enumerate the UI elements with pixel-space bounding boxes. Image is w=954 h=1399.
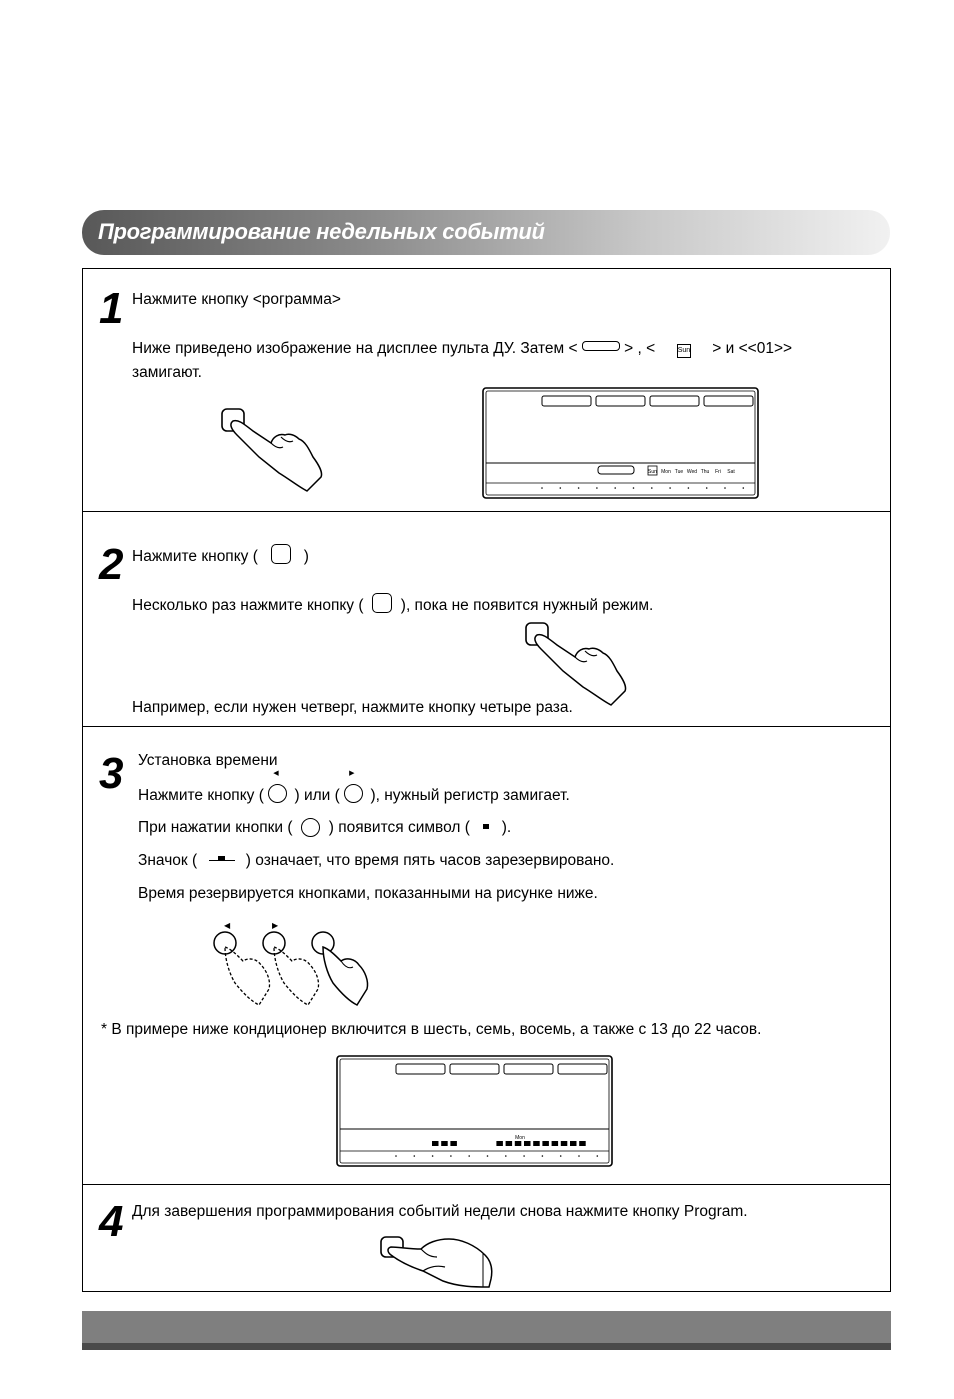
hour-tick — [395, 1155, 397, 1157]
right-button-icon — [344, 784, 363, 803]
section-title: Программирование недельных событий — [98, 219, 545, 244]
display1-day-wed: Wed — [686, 469, 698, 475]
hour-tick — [688, 487, 690, 489]
hour-tick — [542, 1155, 544, 1157]
hour-tick — [743, 487, 745, 489]
hour-tick — [450, 1155, 452, 1157]
hand-press-icon-4 — [379, 1235, 499, 1290]
step2-instruction: Нажмите кнопку ( ) — [132, 544, 309, 567]
hour-tick — [432, 1155, 434, 1157]
hour-tick — [651, 487, 653, 489]
step2-description: Несколько раз нажмите кнопку ( ), пока не появится нужный режим. — [132, 593, 653, 616]
hour-tick — [541, 487, 543, 489]
hour-tick — [724, 487, 726, 489]
step-number-1: 1 — [99, 284, 124, 333]
step2-example: Например, если нужен четверг, нажмите кнопку четыре раза. — [132, 699, 573, 716]
hour-tick — [633, 487, 635, 489]
reserved-hour-mark — [533, 1141, 540, 1146]
remote-display-1 — [482, 387, 759, 499]
reserved-hour-mark — [432, 1141, 439, 1146]
hour-tick — [597, 1155, 599, 1157]
reserved-hour-mark — [506, 1141, 512, 1146]
reserved-hour-mark — [552, 1141, 559, 1146]
hour-tick — [669, 487, 671, 489]
reserved-hour-mark — [524, 1141, 531, 1146]
step3-mark-desc: Значок ( ) означает, что время пять часов зарезервировано. — [138, 852, 615, 869]
divider-3 — [83, 1184, 890, 1185]
display1-day-tue: Tue — [674, 469, 684, 475]
reserved-hour-mark — [561, 1141, 568, 1146]
reserved-hour-mark — [570, 1141, 577, 1146]
reserve-mark-icon — [483, 824, 489, 829]
display1-sun-label: Sun — [648, 469, 657, 475]
left-button-icon — [268, 784, 287, 803]
hour-tick — [560, 487, 562, 489]
set-button-icon — [301, 818, 320, 837]
display1-day-thu: Thu — [700, 469, 710, 475]
display2-day-label: Mon — [515, 1135, 525, 1141]
display1-day-sat: Sat — [727, 469, 735, 475]
reserved-hour-mark — [450, 1141, 457, 1146]
hour-tick — [614, 487, 616, 489]
step3-note: * В примере ниже кондиционер включится в шесть, семь, восемь, а также с 13 до 22 часов. — [101, 1021, 762, 1038]
right-arrow-icon-2: ▶ — [272, 921, 279, 930]
reserved-hour-mark — [579, 1141, 586, 1146]
step1-instruction: Нажмите кнопку <рограмма> — [132, 291, 341, 308]
hour-tick — [523, 1155, 525, 1157]
divider-1 — [83, 511, 890, 512]
section-banner — [82, 210, 890, 255]
day-button-icon-2 — [372, 593, 392, 613]
left-arrow-icon: ◀ — [273, 770, 279, 777]
hour-tick — [560, 1155, 562, 1157]
divider-2 — [83, 726, 890, 727]
day-button-icon — [271, 544, 291, 564]
hour-tick — [578, 487, 580, 489]
step3-title: Установка времени — [138, 752, 278, 769]
step-number-3: 3 — [99, 749, 124, 798]
reserved-hour-mark — [542, 1141, 549, 1146]
hand-press-icon-1 — [219, 407, 329, 492]
footer-bar — [82, 1311, 891, 1350]
instructions-frame — [82, 268, 891, 1292]
reserved-hour-mark — [441, 1141, 448, 1146]
step3-buttons-desc: Время резервируется кнопками, показанными на рисунке ниже. — [138, 885, 598, 902]
reserved-hour-icon — [201, 855, 241, 865]
reserved-hour-mark — [496, 1141, 503, 1146]
step3-set-desc: При нажатии кнопки ( ) появится символ ( ). — [138, 819, 512, 836]
pill-icon — [582, 341, 620, 351]
hour-tick — [487, 1155, 489, 1157]
hand-press-icon-2 — [523, 621, 633, 706]
hour-tick — [468, 1155, 470, 1157]
step-number-4: 4 — [99, 1197, 124, 1246]
hour-tick — [414, 1155, 416, 1157]
reserved-hour-mark — [515, 1141, 522, 1146]
step3-instruction: Нажмите кнопку ( ◀ ) или ( ▶ ), нужный регистр замигает. — [138, 770, 570, 804]
step4-instruction: Для завершения программирования событий недели снова нажмите кнопку Program. — [132, 1203, 748, 1220]
display1-day-mon: Mon — [661, 469, 671, 475]
hour-tick — [706, 487, 708, 489]
step1-description-cont: замигают. — [132, 364, 202, 381]
display1-day-fri: Fri — [715, 469, 721, 475]
left-arrow-icon-2: ◀ — [224, 921, 231, 930]
step1-description: Ниже приведено изображение на дисплее пульта ДУ. Затем < > , < Sun > и <<01>> — [132, 340, 793, 357]
hour-tick — [578, 1155, 580, 1157]
right-arrow-icon: ▶ — [349, 770, 355, 777]
hour-tick — [596, 487, 598, 489]
three-buttons-hands — [211, 919, 391, 1009]
remote-display-2 — [336, 1055, 613, 1167]
sun-icon: Sun — [677, 344, 691, 358]
hour-tick — [505, 1155, 507, 1157]
step-number-2: 2 — [99, 540, 124, 589]
